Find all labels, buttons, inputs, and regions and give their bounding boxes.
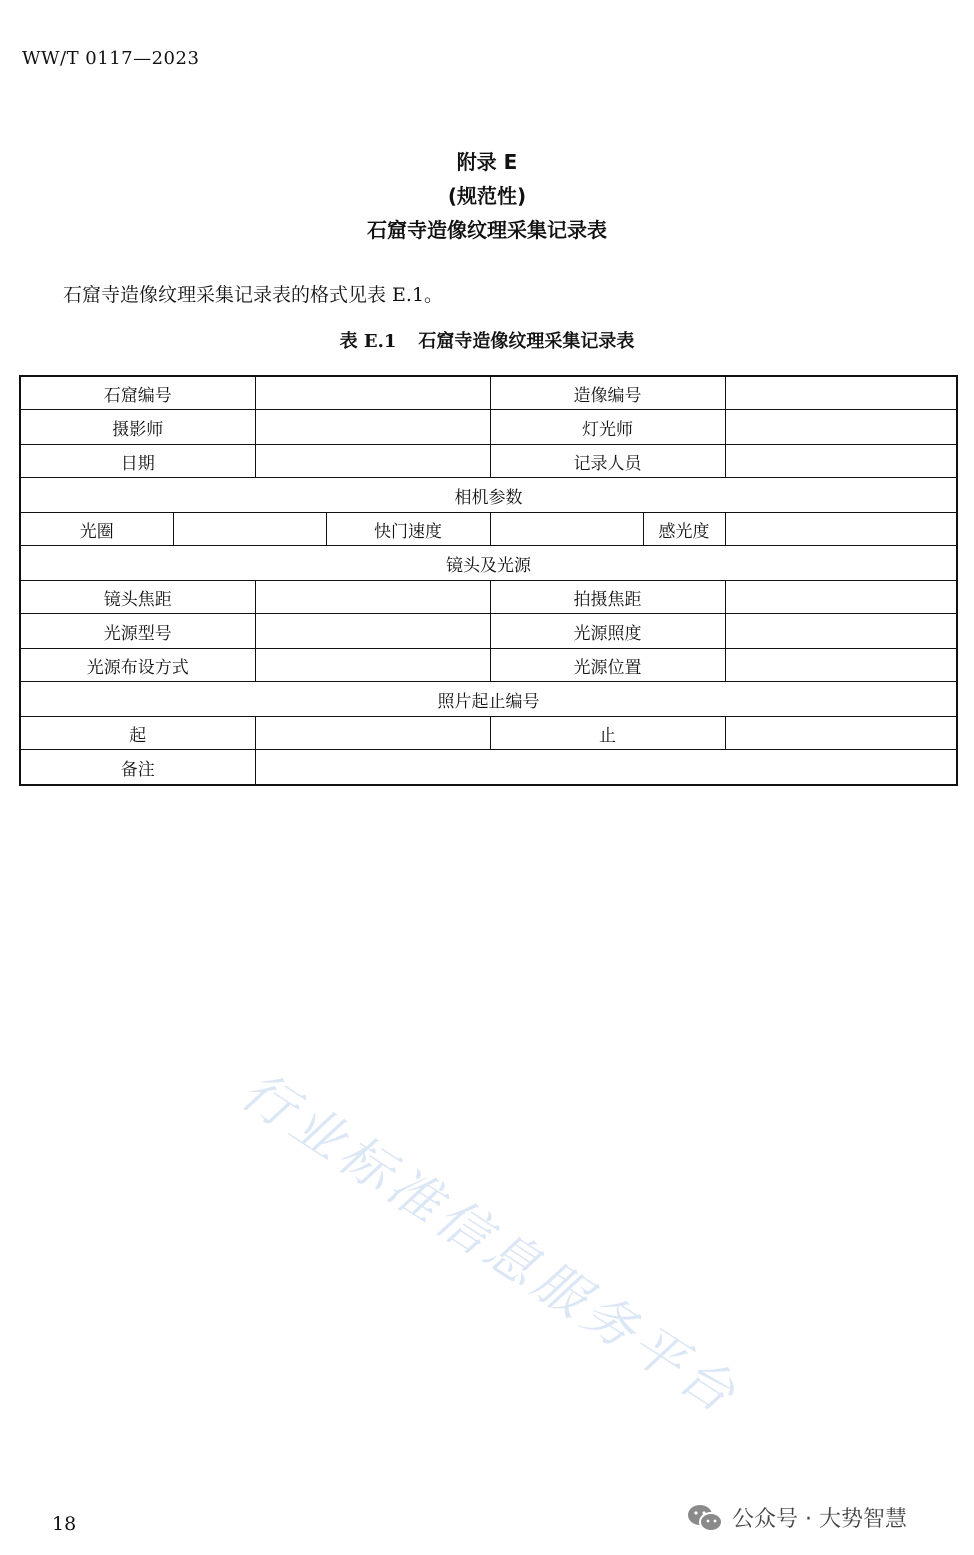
value-illuminance[interactable] xyxy=(725,614,957,649)
value-light-layout[interactable] xyxy=(255,649,490,682)
section-lens-and-light: 镜头及光源 xyxy=(20,546,957,581)
appendix-title: 石窟寺造像纹理采集记录表 xyxy=(367,218,607,242)
table-caption xyxy=(0,327,974,353)
label-photo-start: 起 xyxy=(20,717,255,750)
label-shooting-focal-length: 拍摄焦距 xyxy=(490,581,725,614)
table-row xyxy=(20,750,957,786)
value-photo-start[interactable] xyxy=(255,717,490,750)
value-shooting-focal-length[interactable] xyxy=(725,581,957,614)
table-caption-number: 表 E.1 xyxy=(339,331,397,352)
table-row xyxy=(20,649,957,682)
label-date: 日期 xyxy=(20,445,255,478)
record-table xyxy=(19,375,958,786)
label-recorder: 记录人员 xyxy=(490,445,725,478)
value-photographer[interactable] xyxy=(255,410,490,445)
label-remarks: 备注 xyxy=(20,750,255,786)
table-row xyxy=(20,376,957,410)
label-photographer: 摄影师 xyxy=(20,410,255,445)
table-row xyxy=(20,513,957,546)
value-statue-number[interactable] xyxy=(725,376,957,410)
table-row xyxy=(20,445,957,478)
value-iso[interactable] xyxy=(725,513,957,546)
label-light-model: 光源型号 xyxy=(20,614,255,649)
value-aperture[interactable] xyxy=(173,513,326,546)
table-row xyxy=(20,717,957,750)
value-shutter-speed[interactable] xyxy=(490,513,643,546)
page-number: 18 xyxy=(52,1513,77,1535)
appendix-label: 附录 E xyxy=(456,150,518,174)
table-row xyxy=(20,581,957,614)
label-light-position: 光源位置 xyxy=(490,649,725,682)
wechat-account-badge xyxy=(686,1502,907,1533)
value-light-position[interactable] xyxy=(725,649,957,682)
label-shutter-speed: 快门速度 xyxy=(326,513,490,546)
appendix-type: (规范性) xyxy=(447,184,527,208)
label-aperture: 光圈 xyxy=(20,513,173,546)
table-section-row xyxy=(20,478,957,513)
section-photo-numbers: 照片起止编号 xyxy=(20,682,957,717)
label-cave-number: 石窟编号 xyxy=(20,376,255,410)
value-cave-number[interactable] xyxy=(255,376,490,410)
label-iso: 感光度 xyxy=(643,513,725,546)
label-photo-end: 止 xyxy=(490,717,725,750)
table-section-row xyxy=(20,682,957,717)
wechat-account-name: 公众号 · 大势智慧 xyxy=(732,1507,907,1532)
value-lens-focal-length[interactable] xyxy=(255,581,490,614)
document-code: WW/T 0117—2023 xyxy=(22,48,200,69)
table-section-row xyxy=(20,546,957,581)
value-light-model[interactable] xyxy=(255,614,490,649)
watermark: 行业标准信息服务平台 xyxy=(230,1060,750,1428)
table-row xyxy=(20,614,957,649)
section-camera-parameters: 相机参数 xyxy=(20,478,957,513)
label-illuminance: 光源照度 xyxy=(490,614,725,649)
table-row xyxy=(20,410,957,445)
value-date[interactable] xyxy=(255,445,490,478)
label-lighting-technician: 灯光师 xyxy=(490,410,725,445)
intro-paragraph: 石窟寺造像纹理采集记录表的格式见表 E.1。 xyxy=(63,284,444,306)
wechat-icon xyxy=(686,1503,724,1533)
label-statue-number: 造像编号 xyxy=(490,376,725,410)
label-light-layout: 光源布设方式 xyxy=(20,649,255,682)
value-photo-end[interactable] xyxy=(725,717,957,750)
value-lighting-technician[interactable] xyxy=(725,410,957,445)
label-lens-focal-length: 镜头焦距 xyxy=(20,581,255,614)
value-remarks[interactable] xyxy=(255,750,957,786)
table-caption-title: 石窟寺造像纹理采集记录表 xyxy=(418,331,635,352)
value-recorder[interactable] xyxy=(725,445,957,478)
